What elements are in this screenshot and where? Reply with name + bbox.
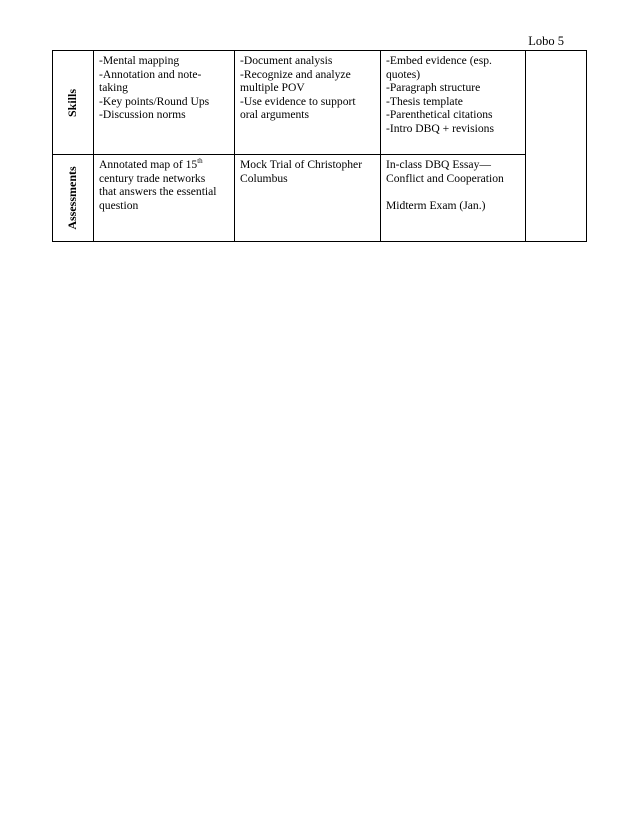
skills-cell-1-line: taking	[99, 81, 128, 95]
assessments-cell-1-line: that answers the essential	[99, 185, 217, 199]
assessments-cell-1-line: century trade networks	[99, 171, 206, 185]
assessments-cell-3	[381, 155, 526, 242]
skills-cell-2-line: -Document analysis	[240, 54, 333, 67]
assessments-cell-3-line: In-class DBQ Essay—	[386, 158, 491, 171]
skills-cell-2	[235, 51, 381, 155]
skills-row	[53, 51, 587, 155]
assessments-cell-1-text: Annotated map of 15	[99, 158, 198, 171]
skills-cell-1-line: -Key points/Round Ups	[99, 94, 210, 108]
skills-cell-1-line: -Discussion norms	[99, 108, 186, 122]
assessments-cell-2	[235, 155, 381, 242]
assessments-cell-1	[94, 155, 235, 242]
skills-cell-3-line: -Paragraph structure	[386, 81, 481, 95]
skills-cell-3	[381, 51, 526, 155]
skills-cell-3-line: -Embed evidence (esp.	[386, 54, 492, 67]
assessments-cell-1-line: question	[99, 198, 139, 212]
assessments-row	[53, 155, 587, 242]
skills-cell-3-line: -Intro DBQ + revisions	[386, 121, 494, 135]
skills-cell-1-line: -Mental mapping	[99, 54, 180, 67]
skills-cell-2-line: oral arguments	[240, 108, 310, 122]
curriculum-table	[52, 50, 587, 242]
assessments-cell-2-line: Columbus	[240, 171, 288, 185]
assessments-row-label-cell	[53, 155, 94, 242]
page-header-label: Lobo 5	[528, 34, 564, 48]
assessments-cell-3-line: Midterm Exam (Jan.)	[386, 198, 486, 212]
skills-cell-1-line: -Annotation and note-	[99, 67, 202, 81]
assessments-cell-1-line	[99, 158, 230, 172]
skills-cell-3-line: quotes)	[386, 67, 421, 81]
skills-cell-1	[94, 51, 235, 155]
skills-cell-3-line: -Thesis template	[386, 94, 463, 108]
skills-cell-2-line: -Use evidence to support	[240, 94, 356, 108]
skills-row-label-cell	[53, 51, 94, 155]
empty-right-cell	[526, 51, 587, 242]
assessments-cell-3-spacer	[386, 185, 521, 199]
ordinal-superscript: th	[197, 157, 203, 166]
skills-cell-2-line: multiple POV	[240, 81, 305, 95]
skills-cell-2-line: -Recognize and analyze	[240, 67, 351, 81]
assessments-row-label: Assessments	[65, 166, 80, 230]
skills-cell-3-line: -Parenthetical citations	[386, 108, 493, 122]
assessments-cell-2-line: Mock Trial of Christopher	[240, 158, 363, 171]
skills-row-label: Skills	[65, 88, 80, 117]
assessments-cell-3-line: Conflict and Cooperation	[386, 171, 504, 185]
